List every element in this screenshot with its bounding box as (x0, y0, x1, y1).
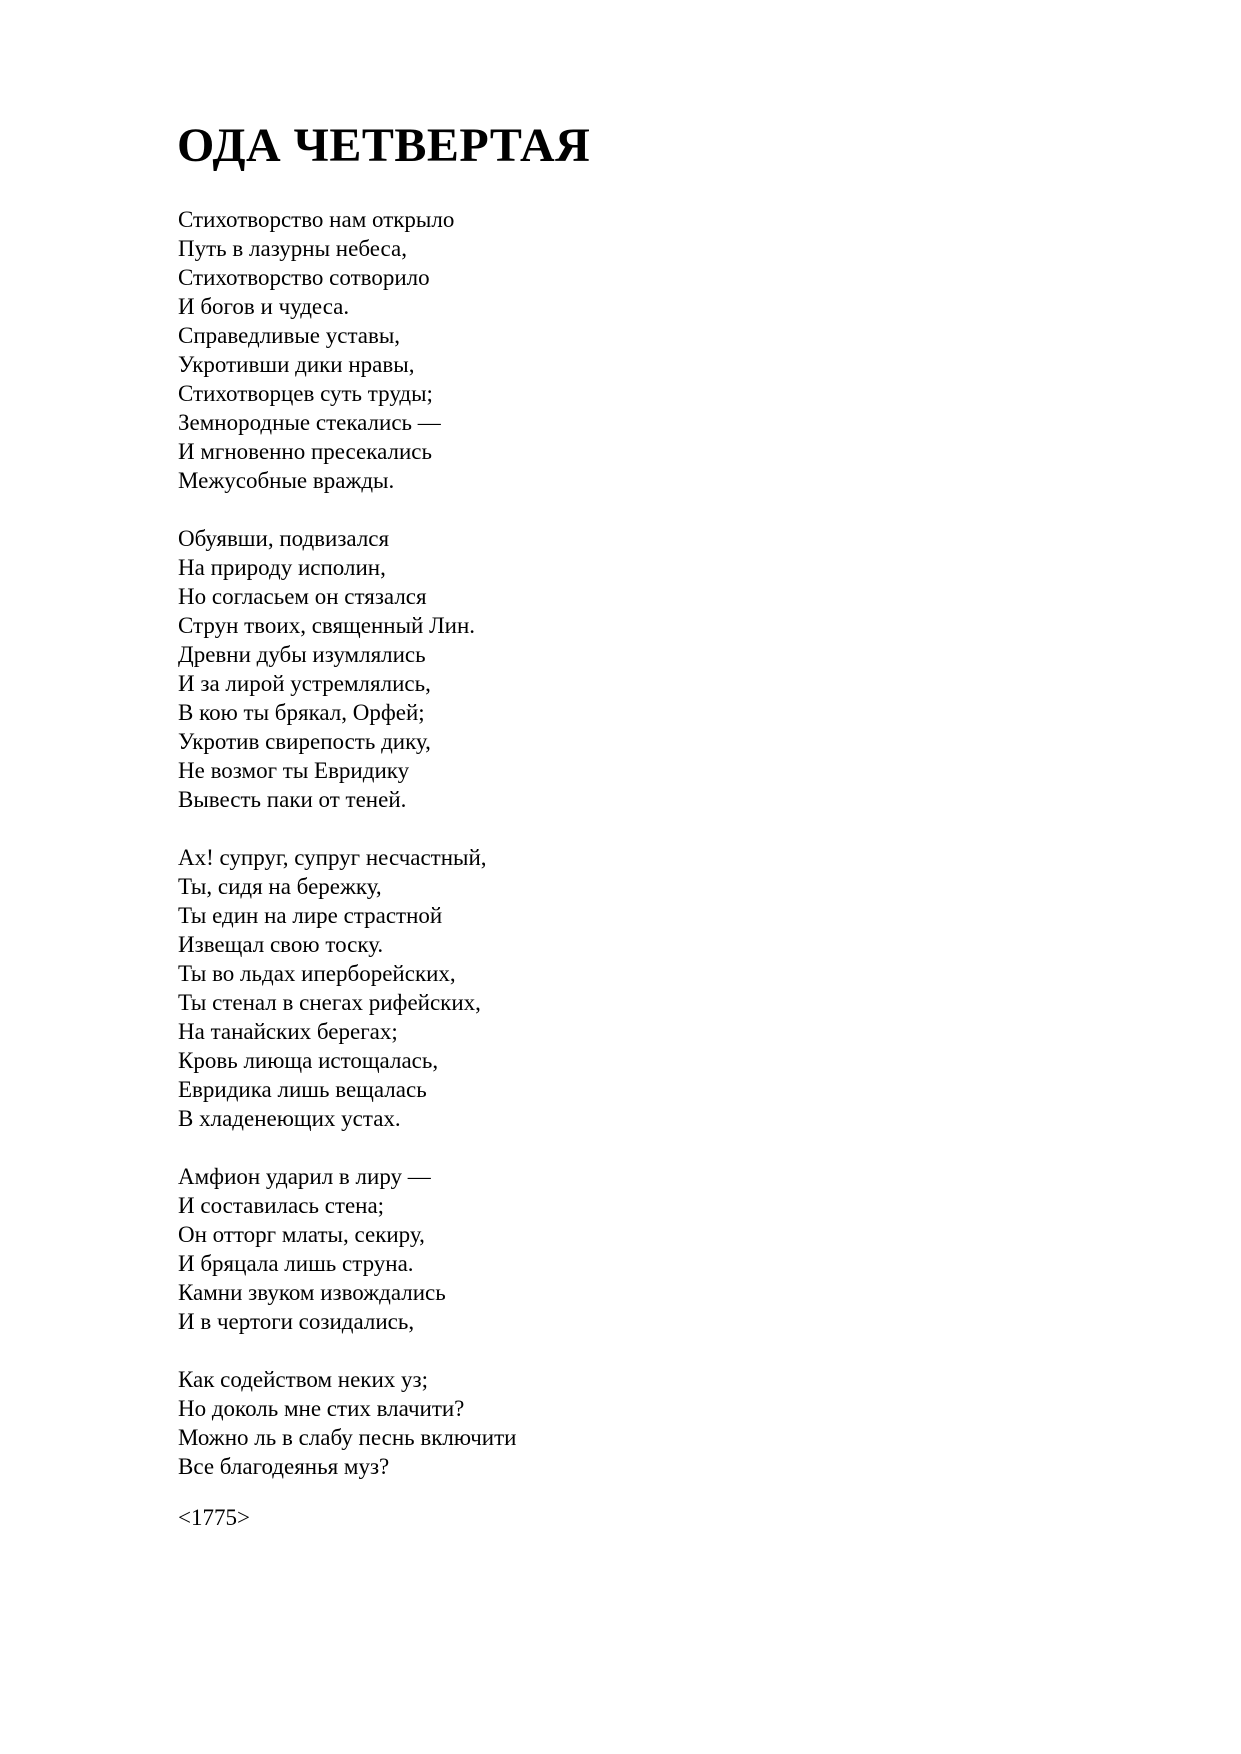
poem-line: Извещал свою тоску. (178, 932, 384, 957)
poem-line: Кровь лиюща истощалась, (178, 1048, 439, 1073)
poem-line: Стихотворство сотворило (178, 265, 430, 290)
poem-line: Но согласьем он стязался (178, 584, 427, 609)
poem-line: Стихотворцев суть труды; (178, 381, 433, 406)
poem-line: В хладенеющих устах. (178, 1106, 401, 1131)
poem-line: В кою ты брякал, Орфей; (178, 700, 425, 725)
page-title: ОДА ЧЕТВЕРТАЯ (177, 119, 591, 172)
poem-line: Вывесть паки от теней. (178, 787, 407, 812)
poem-body (178, 205, 516, 1481)
poem-line: Он отторг млаты, секиру, (178, 1222, 425, 1247)
poem-line: Как содейством неких уз; (178, 1367, 428, 1392)
poem-line: Укротивши дики нравы, (178, 352, 415, 377)
poem-line: И составилась стена; (178, 1193, 385, 1218)
poem-line: Камни звуком извождались (178, 1280, 446, 1305)
poem-line: И за лирой устремлялись, (178, 671, 431, 696)
poem-line: Но доколь мне стих влачити? (178, 1396, 465, 1421)
stanza-3 (178, 843, 516, 1133)
poem-line: Можно ль в слабу песнь включити (178, 1425, 517, 1450)
stanza-gap (178, 814, 516, 843)
poem-line: Межусобные вражды. (178, 468, 395, 493)
poem-line: Обуявши, подвизался (178, 526, 390, 551)
poem-line: На природу исполин, (178, 555, 386, 580)
poem-line: Евридика лишь вещалась (178, 1077, 427, 1102)
poem-line: Ты, сидя на бережку, (178, 874, 382, 899)
poem-line: И бряцала лишь струна. (178, 1251, 414, 1276)
poem-line: И в чертоги созидались, (178, 1309, 415, 1334)
stanza-gap (178, 1133, 516, 1162)
stanza-4 (178, 1162, 516, 1336)
poem-line: Справедливые уставы, (178, 323, 401, 348)
stanza-2 (178, 524, 516, 814)
stanza-gap (178, 1336, 516, 1365)
poem-line: И богов и чудеса. (178, 294, 350, 319)
stanza-gap (178, 495, 516, 524)
poem-line: Земнородные стекались — (178, 410, 441, 435)
stanza-5 (178, 1365, 516, 1481)
poem-line: Не возмог ты Евридику (178, 758, 410, 783)
poem-line: На танайских берегах; (178, 1019, 398, 1044)
poem-line: Древни дубы изумлялись (178, 642, 426, 667)
stanza-1 (178, 205, 516, 495)
poem-line: Стихотворство нам открыло (178, 207, 455, 232)
poem-line: Амфион ударил в лиру — (178, 1164, 431, 1189)
poem-date: <1775> (178, 1505, 250, 1530)
poem-line: Все благодеянья муз? (178, 1454, 390, 1479)
poem-line: Ты во льдах иперборейских, (178, 961, 456, 986)
poem-line: Путь в лазурны небеса, (178, 236, 407, 261)
poem-line: Ах! супруг, супруг несчастный, (178, 845, 487, 870)
poem-line: Струн твоих, священный Лин. (178, 613, 476, 638)
poem-line: И мгновенно пресекались (178, 439, 432, 464)
poem-line: Ты стенал в снегах рифейских, (178, 990, 481, 1015)
poem-line: Укротив свирепость дику, (178, 729, 431, 754)
poem-line: Ты един на лире страстной (178, 903, 443, 928)
